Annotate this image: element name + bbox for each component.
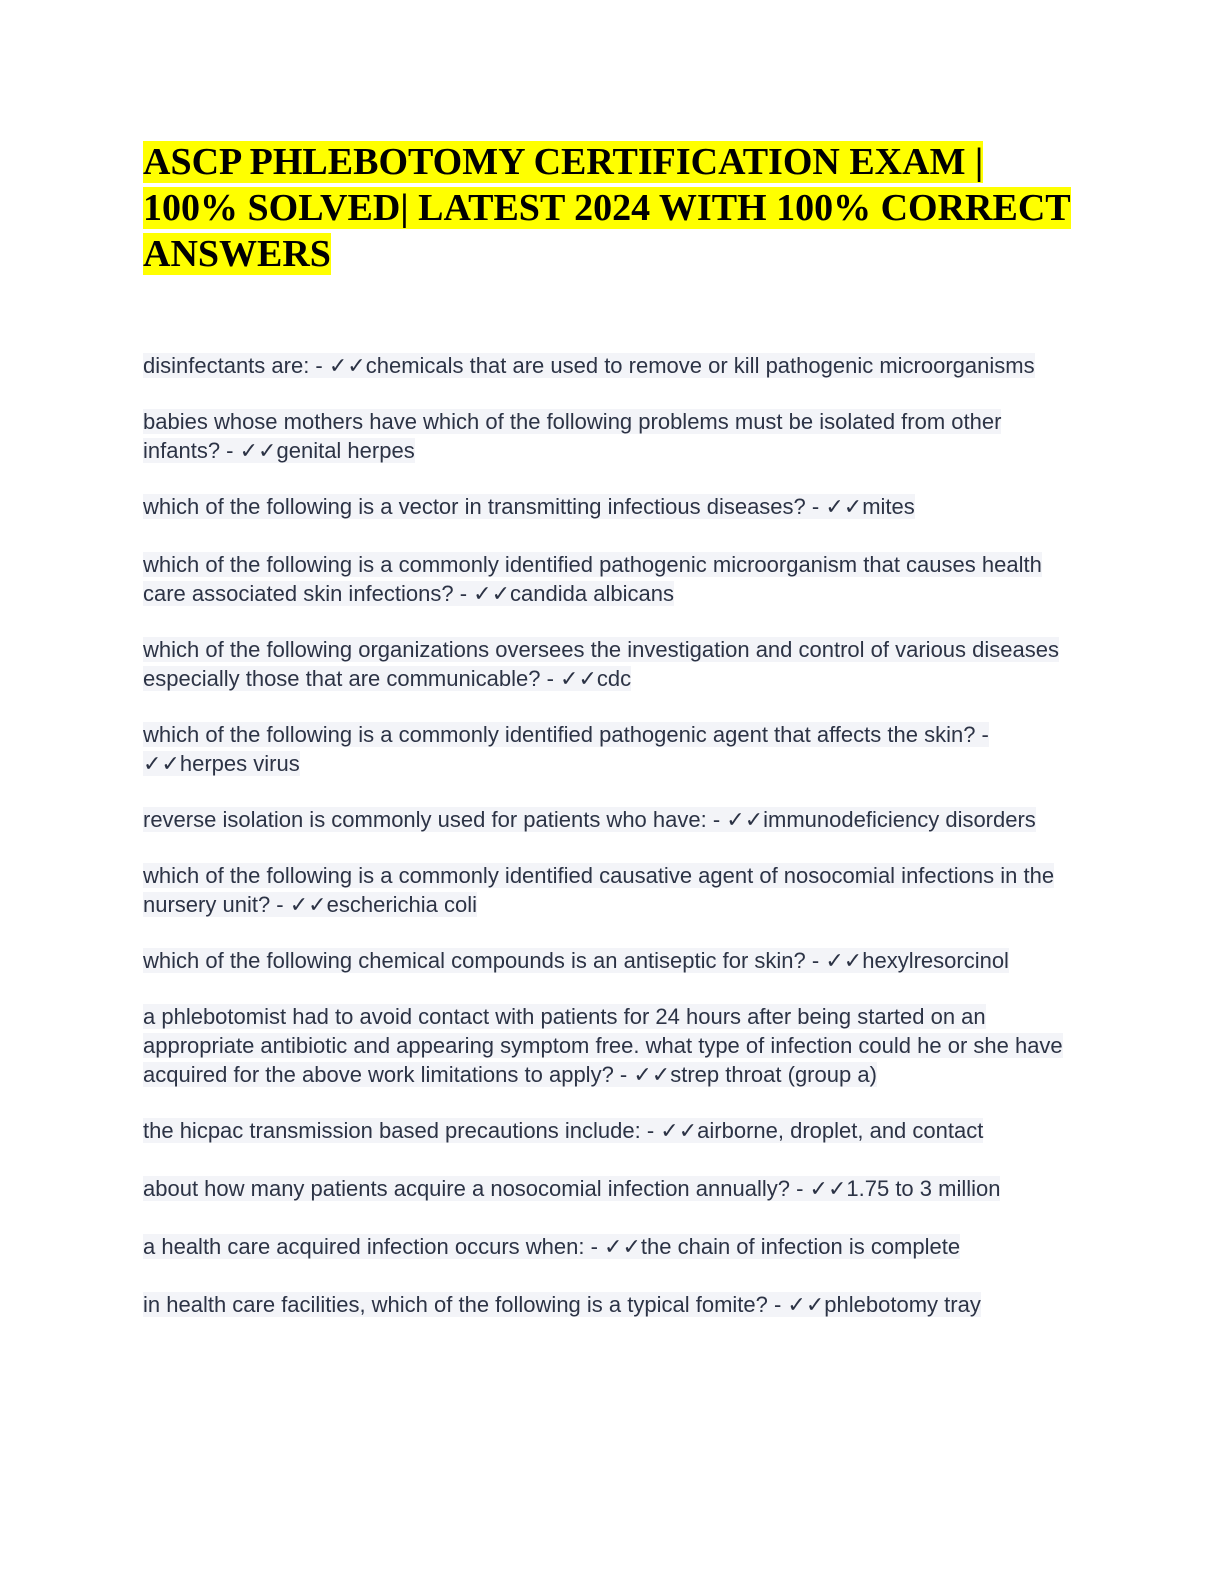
document-page	[143, 139, 1078, 1348]
answer-text: 1.75 to 3 million	[846, 1176, 1001, 1201]
answer-marker: - ✓✓	[309, 353, 366, 378]
question-text: the hicpac transmission based precautions include:	[143, 1118, 641, 1143]
question-text: babies whose mothers have which of the following problems must be isolated from other infants?	[143, 409, 1002, 463]
document-title	[143, 139, 1078, 277]
answer-text: chemicals that are used to remove or kill pathogenic microorganisms	[365, 353, 1035, 378]
title-highlight: ASCP PHLEBOTOMY CERTIFICATION EXAM | 100% SOLVED| LATEST 2024 WITH 100% CORRECT ANSWERS	[143, 141, 1071, 275]
answer-text: mites	[862, 494, 915, 519]
answer-marker: - ✓✓	[270, 892, 327, 917]
answer-marker: - ✓✓	[640, 1118, 698, 1143]
question-text: which of the following is a commonly identified pathogenic microorganism that causes health care associated skin infections?	[143, 552, 1042, 606]
answer-marker: - ✓✓	[540, 666, 597, 691]
answer-marker: - ✓✓	[767, 1292, 825, 1317]
qa-item	[143, 1290, 1078, 1319]
qa-item	[143, 1232, 1078, 1261]
qa-item	[143, 550, 1078, 608]
answer-marker: - ✓✓	[805, 948, 863, 973]
qa-item	[143, 1002, 1078, 1089]
answer-marker: - ✓✓	[706, 807, 764, 832]
question-text: disinfectants are:	[143, 353, 310, 378]
question-text: in health care facilities, which of the following is a typical fomite?	[143, 1292, 768, 1317]
question-text: which of the following is a vector in transmitting infectious diseases?	[143, 494, 806, 519]
qa-item	[143, 407, 1078, 465]
question-text: which of the following organizations oversees the investigation and control of various diseases especially those that are communicable?	[143, 637, 1059, 691]
answer-text: candida albicans	[510, 581, 674, 606]
qa-item	[143, 720, 1078, 778]
qa-item	[143, 1174, 1078, 1203]
qa-item	[143, 861, 1078, 919]
answer-text: genital herpes	[276, 438, 415, 463]
qa-list	[143, 351, 1078, 1319]
answer-text: airborne, droplet, and contact	[697, 1118, 984, 1143]
answer-text: escherichia coli	[326, 892, 478, 917]
answer-text: hexylresorcinol	[862, 948, 1009, 973]
answer-text: immunodeficiency disorders	[763, 807, 1036, 832]
qa-item	[143, 351, 1078, 380]
question-text: reverse isolation is commonly used for patients who have:	[143, 807, 707, 832]
answer-text: phlebotomy tray	[824, 1292, 981, 1317]
question-text: which of the following is a commonly identified causative agent of nosocomial infections in the nursery unit?	[143, 863, 1055, 917]
question-text: a phlebotomist had to avoid contact with patients for 24 hours after being started on an appropriate antibiotic and appearing symptom free. what type of infection could he or she have acquired for the above work limitations to apply?	[143, 1004, 1063, 1087]
qa-item	[143, 946, 1078, 975]
answer-marker: - ✓✓	[220, 438, 277, 463]
answer-text: herpes virus	[179, 751, 300, 776]
answer-marker: - ✓✓	[613, 1062, 671, 1087]
question-text: which of the following chemical compounds is an antiseptic for skin?	[143, 948, 806, 973]
question-text: about how many patients acquire a nosocomial infection annually?	[143, 1176, 790, 1201]
answer-text: cdc	[596, 666, 632, 691]
answer-text: strep throat (group a)	[670, 1062, 877, 1087]
answer-marker: - ✓✓	[789, 1176, 847, 1201]
answer-marker: - ✓✓	[805, 494, 863, 519]
question-text: a health care acquired infection occurs when:	[143, 1234, 585, 1259]
answer-marker: - ✓✓	[584, 1234, 641, 1259]
qa-item	[143, 492, 1078, 521]
qa-item	[143, 1116, 1078, 1145]
answer-marker: - ✓✓	[143, 722, 989, 776]
answer-marker: - ✓✓	[453, 581, 511, 606]
qa-item	[143, 805, 1078, 834]
answer-text: the chain of infection is complete	[640, 1234, 961, 1259]
question-text: which of the following is a commonly identified pathogenic agent that affects the skin?	[143, 722, 976, 747]
qa-item	[143, 635, 1078, 693]
